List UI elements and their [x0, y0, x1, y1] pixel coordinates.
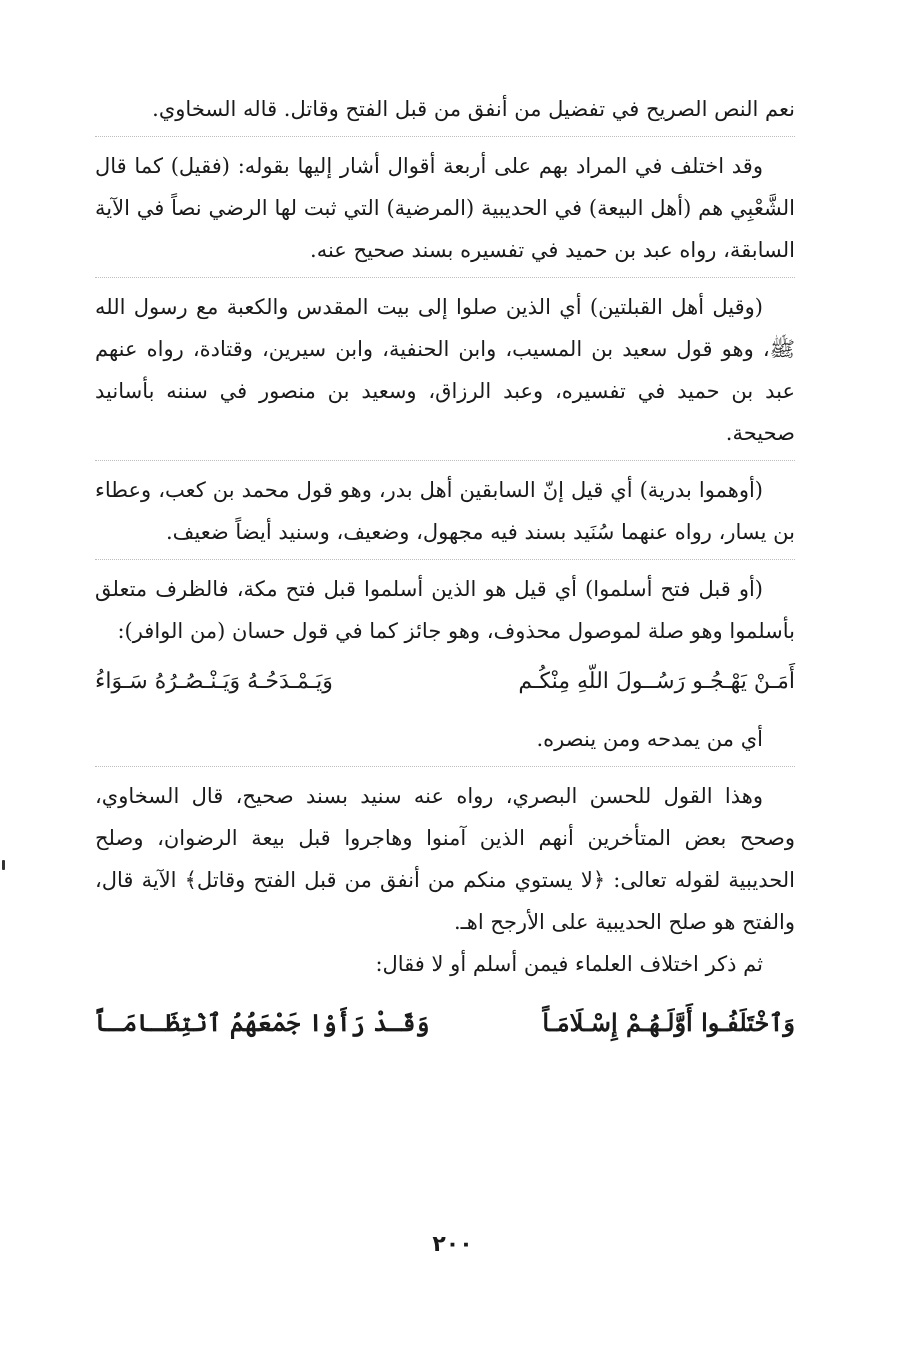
separator: [95, 277, 795, 278]
paragraph-intro: نعم النص الصريح في تفضيل من أنفق من قبل الفتح وقاتل. قاله السخاوي.: [152, 97, 795, 121]
poetry-verse-hassan: [95, 658, 795, 704]
separator: [95, 460, 795, 461]
separator: [95, 766, 795, 767]
paragraph-four-opinions: وقد اختلف في المراد بهم على أربعة أقوال أشار إليها بقوله: (فقيل) كما قال الشَّعْبِي هم (أهل البيعة) في الحديبية (المرضية) التي ثبت لها الرضي نصاً في الآية السابقة، رواه عبد بن حميد في تفسيره بسند صحيح عنه.: [95, 154, 795, 262]
verse-second-hemistich: وَيَـمْـدَحُـهُ وَيَـنْـصُـرُهُ سَـوَاءُ: [95, 668, 333, 694]
paragraph-verse-explanation: أي من يمدحه ومن ينصره.: [536, 727, 763, 751]
paragraph-before-conquest: (أو قبل فتح أسلموا) أي قيل هو الذين أسلموا قبل فتح مكة، فالظرف متعلق بأسلموا وهو صلة لموصول محذوف، وهو جائز كما في قول حسان (من الوافر):: [95, 577, 795, 643]
verse-first-hemistich: وَٱخْتَلَفُـوا أَوَّلَـهُـمْ إِسْـلَامَـاً: [542, 1007, 795, 1037]
verse-first-hemistich: أَمَـنْ يَهْـجُـو رَسُــولَ اللّهِ مِنْكُـم: [518, 668, 795, 694]
verse-second-hemistich: وَقَـدْ رَأَوْا جَمْعَهُمُ ٱنْتِظَـامَـاً: [95, 1007, 430, 1037]
poetry-verse-alfiyya: [95, 993, 795, 1051]
page-number: ٢٠٠: [432, 1232, 473, 1257]
separator: [95, 136, 795, 137]
paragraph-hasan-basri: وهذا القول للحسن البصري، رواه عنه سنيد بسند صحيح، قال السخاوي، وصحح بعض المتأخرين أنهم الذين آمنوا وهاجروا قبل بيعة الرضوان، وصلح الحديبية لقوله تعالى: ﴿لا يستوي منكم من أنفق من قبل الفتح وقاتل﴾ الآية قال، والفتح هو صلح الحديبية على الأرجح اهـ.: [95, 784, 795, 934]
page-body: [95, 88, 795, 1051]
separator: [95, 559, 795, 560]
scan-edge-mark: [2, 860, 5, 870]
paragraph-two-qiblas: (وقيل أهل القبلتين) أي الذين صلوا إلى بيت المقدس والكعبة مع رسول الله ﷺ، وهو قول سعيد بن المسيب، وابن الحنفية، وابن سيرين، وقتادة، رواه عنهم عبد بن حميد في تفسيره، وعبد الرزاق، وسعيد بن منصور في سننه بأسانيد صحيحة.: [95, 295, 795, 445]
paragraph-transition: ثم ذكر اختلاف العلماء فيمن أسلم أو لا فقال:: [375, 952, 763, 976]
paragraph-badr: (أوهموا بدرية) أي قيل إنّ السابقين أهل بدر، وهو قول محمد بن كعب، وعطاء بن يسار، رواه عنهما سُنَيد بسند فيه مجهول، وضعيف، وسنيد أيضاً ضعيف.: [95, 478, 795, 544]
